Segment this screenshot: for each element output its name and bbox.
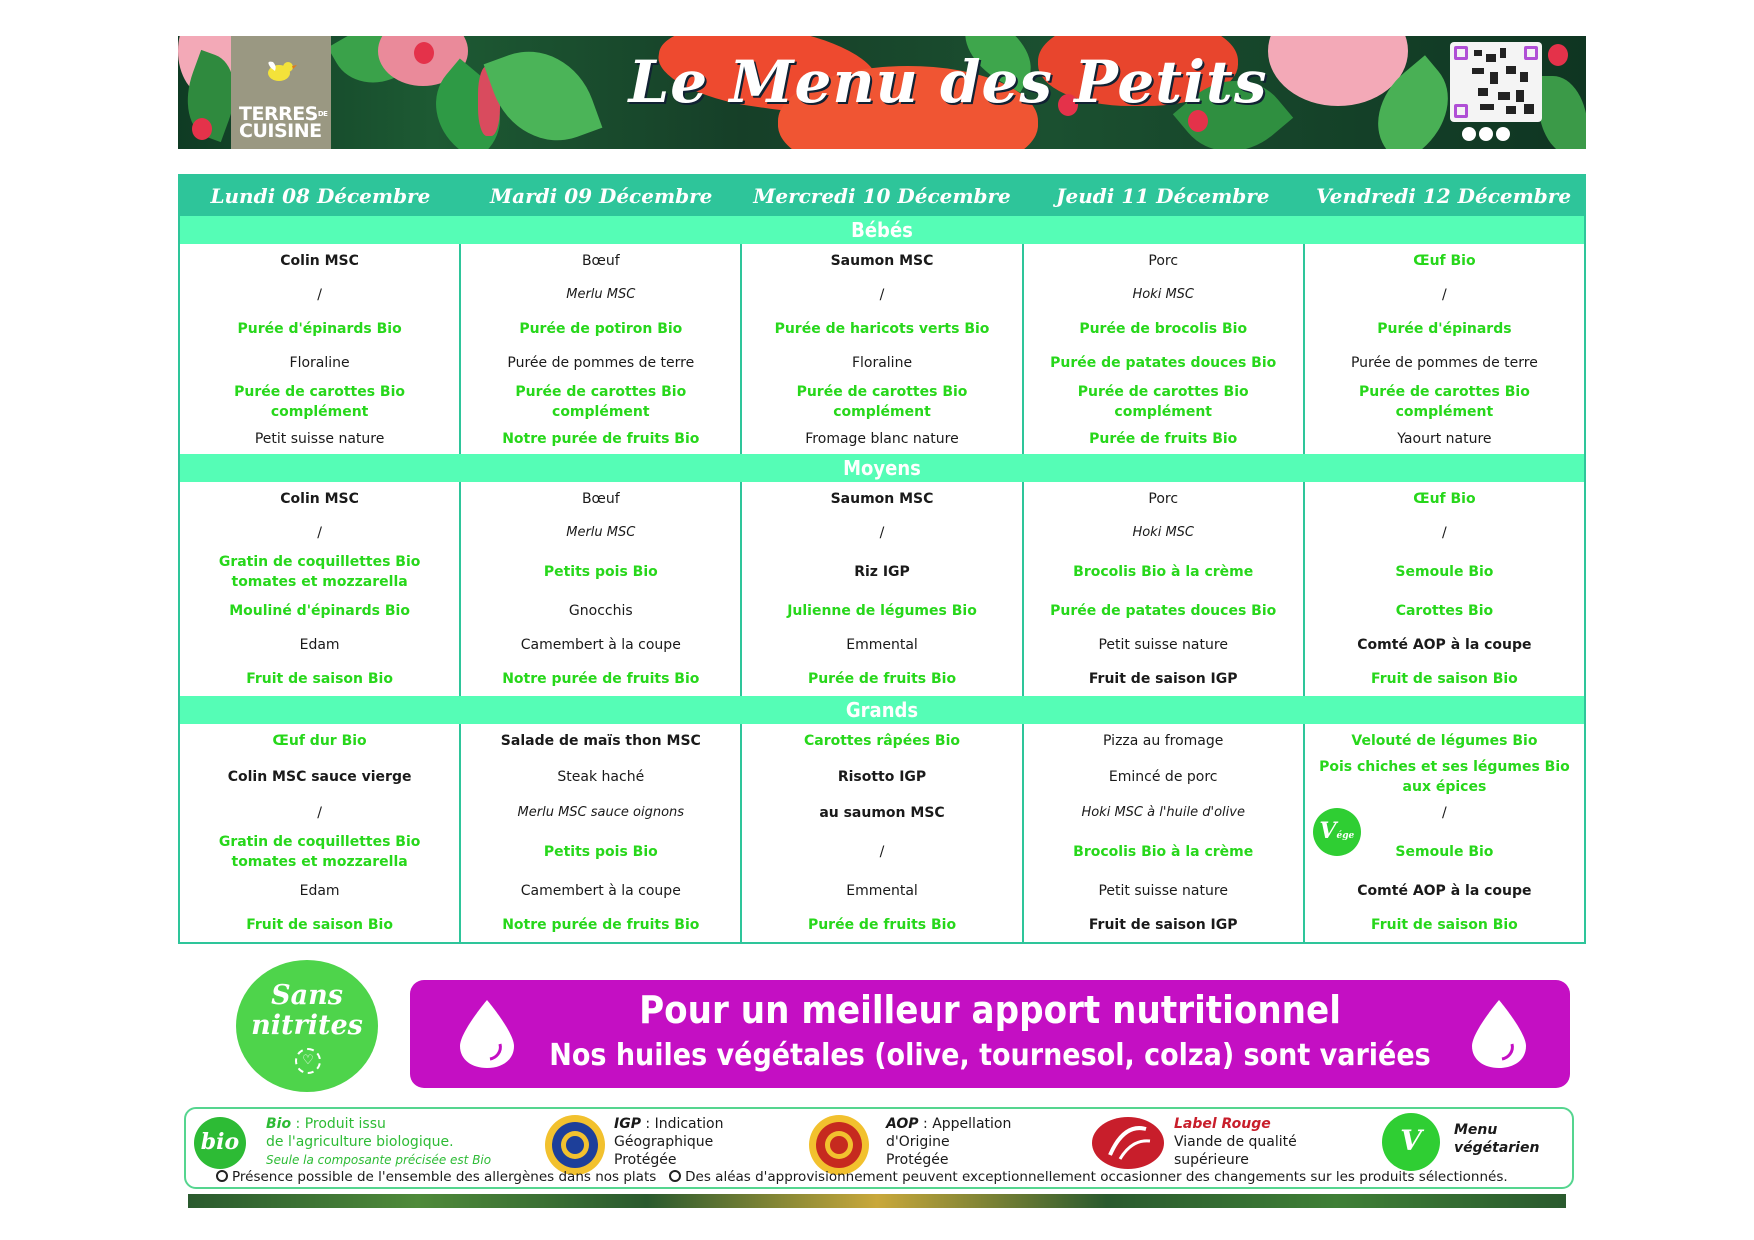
sans-nitrites-line1: Sans [271, 980, 343, 1011]
youtube-icon[interactable] [1496, 127, 1510, 141]
menu-item: au saumon MSC [819, 805, 945, 821]
menu-item: Edam [299, 637, 340, 653]
day-header: Mardi 09 Décembre [490, 184, 713, 208]
menu-item: Purée de carottes Bio complément [515, 384, 687, 420]
menu-item: Mouliné d'épinards Bio [229, 603, 410, 619]
nutrition-banner [410, 980, 1570, 1088]
day-column [461, 724, 742, 942]
menu-item: Floraline [851, 355, 913, 371]
linkedin-icon[interactable] [1479, 127, 1493, 141]
menu-item: Notre purée de fruits Bio [502, 917, 700, 933]
menu-item: Gnocchis [568, 603, 633, 619]
menu-item: Brocolis Bio à la crème [1073, 844, 1254, 860]
menu-item: Œuf Bio [1413, 253, 1476, 269]
menu-item: Purée de brocolis Bio [1079, 321, 1248, 337]
sans-nitrites-line2: nitrites [251, 1010, 363, 1041]
menu-item: Purée de fruits Bio [1089, 431, 1238, 447]
section-bebes [180, 244, 1584, 454]
menu-item: Riz IGP [854, 564, 910, 580]
section-grands [180, 724, 1584, 942]
weekly-menu-table [178, 174, 1586, 944]
menu-item: Porc [1148, 253, 1179, 269]
day-header: Vendredi 12 Décembre [1316, 184, 1572, 208]
menu-item: Purée de pommes de terre [1350, 355, 1538, 371]
day-column [1024, 724, 1305, 942]
menu-item: Purée de patates douces Bio [1050, 603, 1277, 619]
bio-label-icon: bio [194, 1117, 246, 1169]
menu-item: Pois chiches et ses légumes Bio aux épices [1319, 759, 1570, 795]
menu-item: Fruit de saison IGP [1088, 671, 1238, 687]
menu-item: Petits pois Bio [543, 564, 658, 580]
menu-item: Purée de carottes Bio complément [796, 384, 968, 420]
decorative-footer-strip [188, 1194, 1566, 1208]
menu-item: Comté AOP à la coupe [1357, 883, 1532, 899]
menu-item: Fruit de saison IGP [1088, 917, 1238, 933]
aop-seal-icon [808, 1114, 870, 1176]
menu-item: Notre purée de fruits Bio [502, 431, 700, 447]
day-column [1305, 724, 1584, 942]
nutrition-subline: Nos huiles végétales (olive, tournesol, colza) sont variées [549, 1038, 1431, 1073]
menu-item: Colin MSC [280, 253, 359, 269]
menu-item: Risotto IGP [837, 769, 927, 785]
menu-item: Carottes râpées Bio [804, 733, 960, 749]
day-header: Lundi 08 Décembre [210, 184, 431, 208]
day-column [180, 482, 461, 696]
menu-item: Purée de fruits Bio [807, 917, 957, 933]
terres-de-cuisine-logo [231, 36, 331, 149]
menu-item: Brocolis Bio à la crème [1073, 564, 1254, 580]
day-column [461, 244, 742, 454]
menu-item: Camembert à la coupe [520, 883, 681, 899]
menu-item: Purée de fruits Bio [807, 671, 957, 687]
menu-item: Saumon MSC [830, 253, 934, 269]
vege-badge-text: ége [1336, 831, 1355, 841]
menu-item: Purée de patates douces Bio [1050, 355, 1277, 371]
menu-item: Emmental [846, 637, 918, 653]
menu-item: Colin MSC sauce vierge [227, 769, 412, 785]
menu-item: Pizza au fromage [1103, 733, 1224, 749]
bird-logo-icon [263, 58, 297, 86]
menu-item: Purée de pommes de terre [507, 355, 695, 371]
bullet-icon [669, 1170, 681, 1182]
menu-item: Fruit de saison Bio [246, 917, 393, 933]
menu-item: Floraline [289, 355, 350, 371]
menu-item: Emmental [846, 883, 918, 899]
menu-item: Purée de carottes Bio complément [1077, 384, 1249, 420]
allergen-note: Présence possible de l'ensemble des allergènes dans nos plats [232, 1169, 657, 1185]
day-header: Jeudi 11 Décembre [1056, 184, 1270, 208]
vege-icon: V [1382, 1113, 1440, 1171]
day-column [742, 724, 1023, 942]
menu-item: Gratin de coquillettes Bio tomates et mozzarella [218, 834, 421, 870]
menu-item: / [879, 844, 885, 860]
heart-icon: ♡ [295, 1048, 321, 1074]
day-column [1305, 482, 1584, 696]
menu-item: / [879, 525, 885, 541]
menu-item: Notre purée de fruits Bio [502, 671, 700, 687]
supply-note: Des aléas d'approvisionnement peuvent exceptionnellement occasionner des changements sur les produits sélectionnés. [685, 1169, 1508, 1185]
social-links [1462, 126, 1513, 145]
menu-item: Merlu MSC [566, 525, 636, 540]
menu-item: Purée d'épinards [1377, 321, 1512, 337]
menu-item: Gratin de coquillettes Bio tomates et mozzarella [218, 554, 421, 590]
menu-item: Porc [1148, 491, 1179, 507]
legend-box [184, 1107, 1574, 1189]
menu-item: Purée de potiron Bio [519, 321, 683, 337]
menu-item: Fruit de saison Bio [246, 671, 393, 687]
menu-item: Fruit de saison Bio [1371, 671, 1518, 687]
menu-item: Bœuf [581, 491, 620, 507]
section-title-bebes: Bébés [180, 216, 1584, 244]
qr-code[interactable] [1450, 42, 1542, 122]
menu-item: / [1442, 287, 1447, 303]
day-header-row [180, 176, 1584, 216]
day-column [1024, 482, 1305, 696]
menu-item: Velouté de légumes Bio [1351, 733, 1538, 749]
legend-label-rouge: Label Rouge Viande de qualité supérieure [1174, 1116, 1297, 1168]
facebook-icon[interactable] [1462, 127, 1476, 141]
menu-item: Camembert à la coupe [520, 637, 681, 653]
menu-item: / [317, 287, 322, 303]
menu-item: Fromage blanc nature [805, 431, 959, 447]
day-column [180, 724, 461, 942]
legend-notes [216, 1169, 1566, 1185]
menu-item: / [1442, 805, 1447, 821]
legend-aop: AOP : Appellation d'Origine Protégée [886, 1116, 1012, 1168]
day-column [461, 482, 742, 696]
page-title: Le Menu des Petits [628, 48, 1268, 116]
oil-drop-icon [1468, 998, 1530, 1070]
legend-bio: Bio : Produit issu de l'agriculture biologique. Seule la composante précisée est Bio [266, 1116, 492, 1167]
menu-item: Fruit de saison Bio [1371, 917, 1518, 933]
igp-seal-icon [544, 1114, 606, 1176]
menu-item: / [317, 525, 322, 541]
day-column [742, 482, 1023, 696]
menu-item: Purée d'épinards Bio [237, 321, 402, 337]
menu-item: / [1442, 525, 1447, 541]
header-banner [178, 36, 1586, 149]
legend-vege: Menu végétarien [1454, 1122, 1540, 1156]
day-header: Mercredi 10 Décembre [753, 184, 1011, 208]
menu-item: Bœuf [581, 253, 620, 269]
menu-item: Petit suisse nature [1098, 883, 1228, 899]
menu-item: Œuf Bio [1413, 491, 1476, 507]
menu-item: Edam [299, 883, 340, 899]
section-moyens [180, 482, 1584, 696]
menu-item: Hoki MSC [1132, 525, 1194, 540]
day-column [742, 244, 1023, 454]
menu-item: Œuf dur Bio [272, 733, 367, 749]
menu-item: Saumon MSC [830, 491, 934, 507]
label-rouge-icon [1090, 1115, 1166, 1171]
vege-badge-icon [1313, 808, 1361, 856]
day-column [180, 244, 461, 454]
menu-item: Emincé de porc [1108, 769, 1218, 785]
sans-nitrites-badge [236, 960, 378, 1092]
menu-item: Semoule Bio [1395, 844, 1494, 860]
nutrition-headline: Pour un meilleur apport nutritionnel [639, 988, 1341, 1032]
menu-item: Hoki MSC à l'huile d'olive [1081, 805, 1245, 820]
menu-item: Petits pois Bio [543, 844, 658, 860]
menu-item: Colin MSC [280, 491, 359, 507]
menu-item: Hoki MSC [1132, 287, 1194, 302]
logo-wordmark: $TERRES^{DE}$ CUISINE [239, 103, 328, 142]
day-column [1305, 244, 1584, 454]
menu-item: Merlu MSC [566, 287, 636, 302]
menu-item: / [317, 805, 322, 821]
menu-item: Comté AOP à la coupe [1357, 637, 1532, 653]
legend-igp: IGP : Indication Géographique Protégée [614, 1116, 724, 1168]
menu-item: / [879, 287, 885, 303]
menu-item: Purée de carottes Bio complément [1358, 384, 1530, 420]
bullet-icon [216, 1170, 228, 1182]
menu-item: Steak haché [557, 769, 645, 785]
menu-item: Merlu MSC sauce oignons [517, 805, 685, 820]
menu-item: Petit suisse nature [1098, 637, 1228, 653]
menu-item: Petit suisse nature [254, 431, 385, 447]
section-title-grands: Grands [180, 696, 1584, 724]
menu-item: Purée de haricots verts Bio [774, 321, 990, 337]
menu-item: Purée de carottes Bio complément [234, 384, 406, 420]
menu-item: Yaourt nature [1397, 431, 1492, 447]
menu-item: Carottes Bio [1395, 603, 1494, 619]
vege-badge-letter: V [1319, 818, 1337, 844]
menu-item: Salade de maïs thon MSC [500, 733, 701, 749]
menu-item: Julienne de légumes Bio [787, 603, 977, 619]
section-title-moyens: Moyens [180, 454, 1584, 482]
menu-item: Semoule Bio [1395, 564, 1494, 580]
day-column [1024, 244, 1305, 454]
